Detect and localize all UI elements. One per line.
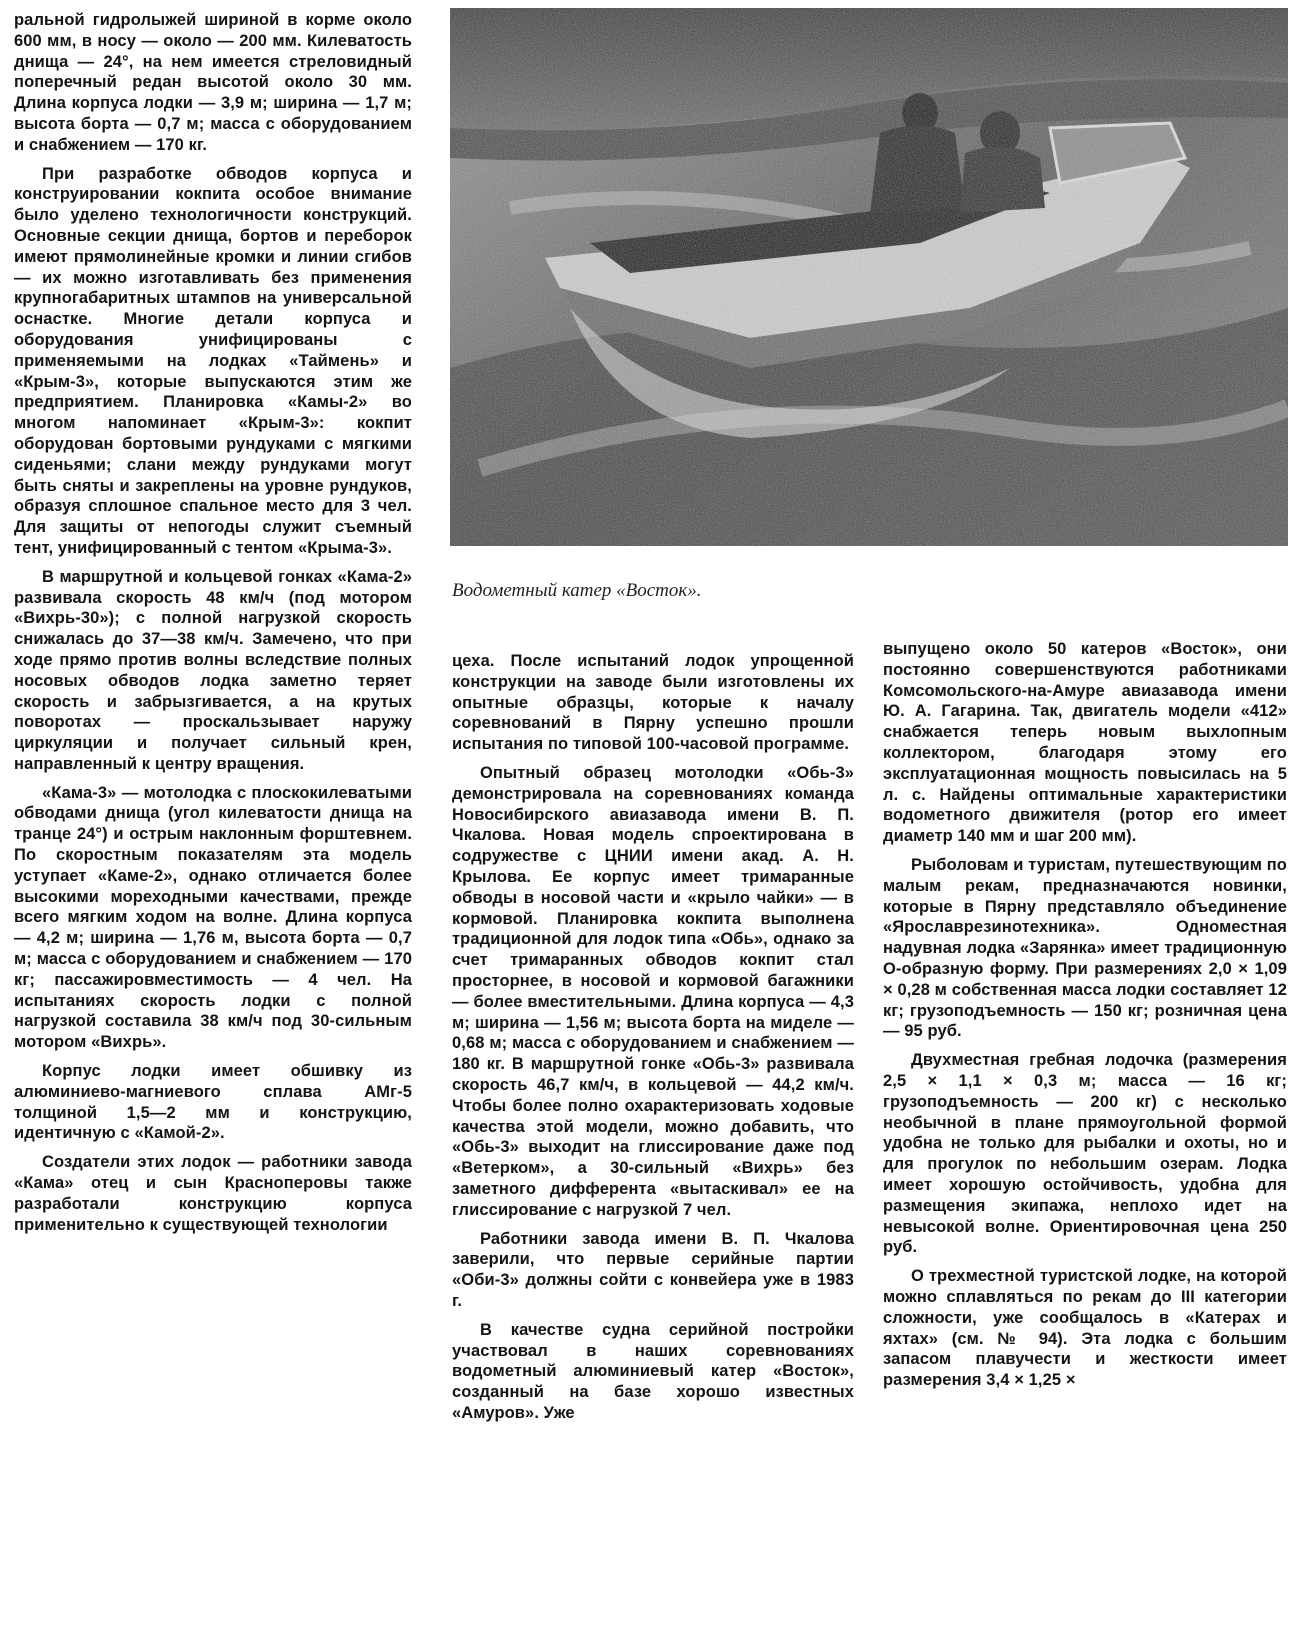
boat-photo-image (450, 8, 1288, 546)
paragraph: Создатели этих лодок — работники завода «Кама» отец и сын Красноперовы также разработали конструкцию корпуса применительно к существующей технологии (14, 1153, 412, 1234)
paragraph: О трехместной туристской лодке, на которой можно сплавляться по рекам до III категории сложности, уже сообщалось в «Катерах и яхтах» (см. № 94). Эта лодка с большим запасом плавучести и жесткости имеет размерения 3,4 × 1,25 × (883, 1267, 1287, 1390)
paragraph: В качестве судна серийной постройки участвовал в наших соревнованиях водометный алюминиевый катер «Восток», созданный на базе хорошо известных «Амуров». Уже (452, 1320, 854, 1422)
paragraph: ральной гидролыжей шириной в корме около 600 мм, в носу — около — 200 мм. Килеватость днища — 24°, на нем имеется стреловидный поперечный редан высотой около 30 мм. Длина корпуса лодки — 3,9 м; ширина — 1,7 м; высота борта — 0,7 м; масса с оборудованием и снабжением — 170 кг. (14, 11, 412, 154)
paragraph: При разработке обводов корпуса и конструировании кокпита особое внимание было уделено технологичности конструкций. Основные секции днища, бортов и переборок имеют прямолинейные кромки и линии сгибов — их можно изготавливать без применения крупногабаритных штампов на универсальной оснастке. Многие детали корпуса и оборудования унифицированы с применяемыми на лодках «Таймень» и «Крым-3», которые выпускаются этим же предприятием. Планировка «Камы-2» во многом напоминает «Крым-3»: кокпит оборудован бортовыми рундуками с мягкими сиденьями; слани между рундуками могут быть сняты и закреплены на уровне рундуков, образуя сплошное спальное место для 3 чел. Для защиты от непогоды служит съемный тент, унифицированный с тентом «Крыма-3». (14, 164, 412, 557)
article-column-3 (883, 639, 1287, 1636)
paragraph: В маршрутной и кольцевой гонках «Кама-2» развивала скорость 48 км/ч (под мотором «Вихрь-30»); с полной нагрузкой скорость снижалась до 37—38 км/ч. Замечено, что при ходе прямо против волны вследствие полных носовых обводов лодка заметно теряет скорость и забрызгивается, а на крутых поворотах — проскальзывает наружу циркуляции и получает сильный крен, направленный к центру вращения. (14, 567, 412, 773)
paragraph: Двухместная гребная лодочка (размерения 2,5 × 1,1 × 0,3 м; масса — 16 кг; грузоподъемность — 200 кг) с несколько необычной в плане прямоугольной формой удобна не только для рыбалки и охоты, но и для прогулок по небольшим озерам. Лодка имеет хорошую остойчивость, удобна для размещения экипажа, неплохо идет на невысокой волне. Ориентировочная цена 250 руб. (883, 1051, 1287, 1257)
paragraph: выпущено около 50 катеров «Восток», они постоянно совершенствуются работниками Комсомольского-на-Амуре авиазавода имени Ю. А. Гагарина. Так, двигатель модели «412» снабжается теперь новым выхлопным коллектором, благодаря этому его эксплуатационная мощность повысилась на 5 л. с. Найдены оптимальные характеристики водометного движителя (ротор его имеет диаметр 140 мм и шаг 200 мм). (883, 640, 1287, 846)
article-column-1 (14, 10, 412, 1635)
paragraph: цеха. После испытаний лодок упрощенной конструкции на заводе были изготовлены их опытные образцы, которые к началу соревнований в Пярну успешно прошли испытания по типовой 100-часовой программе. (452, 652, 854, 754)
paragraph: Рыболовам и туристам, путешествующим по малым рекам, предназначаются новинки, которые в Пярну представляло объединение «Ярославрезинотехника». Одноместная надувная лодка «Зарянка» имеет традиционную О-образную форму. При размерениях 2,0 × 1,09 × 0,28 м собственная масса лодки составляет 12 кг; грузоподъемность — 150 кг; розничная цена — 95 руб. (883, 855, 1287, 1041)
paragraph: Работники завода имени В. П. Чкалова заверили, что первые серийные партии «Оби-3» должны сойти с конвейера уже в 1983 г. (452, 1229, 854, 1310)
paragraph: «Кама-3» — мотолодка с плоскокилеватыми обводами днища (угол килеватости днища на транце 24°) и острым наклонным форштевнем. По скоростным показателям эта модель уступает «Каме-2», однако отличается более высокими мореходными качествами, прежде всего мягким ходом на волне. Длина корпуса — 4,2 м; ширина — 1,76 м, высота борта — 0,7 м; масса с оборудованием и снабжением — 170 кг; пассажировместимость — 4 чел. На испытаниях скорость лодки с полной нагрузкой составила 38 км/ч под 30-сильным мотором «Вихрь». (14, 783, 412, 1052)
article-column-2 (452, 651, 854, 1636)
photo-caption: Водометный катер «Восток». (452, 580, 702, 601)
paragraph: Корпус лодки имеет обшивку из алюминиево-магниевого сплава АМг-5 толщиной 1,5—2 мм и конструкцию, идентичную с «Камой-2». (14, 1062, 412, 1143)
boat-photo (450, 8, 1288, 546)
paragraph: Опытный образец мотолодки «Обь-3» демонстрировала на соревнованиях команда Новосибирского авиазавода имени В. П. Чкалова. Новая модель спроектирована в содружестве с ЦНИИ имени акад. А. Н. Крылова. Ее корпус имеет тримаранные обводы в носовой части и «крыло чайки» — в кормовой. Планировка кокпита выполнена традиционной для лодок типа «Обь», однако за счет тримаранных обводов кокпит стал просторнее, в носовой и кормовой багажники — более вместительными. Длина корпуса — 4,3 м; ширина — 1,56 м; высота борта на миделе — 0,68 м; масса с оборудованием и снабжением — 180 кг. В маршрутной гонке «Обь-3» развивала скорость 46,7 км/ч, в кольцевой — 44,2 км/ч. Чтобы более полно охарактеризовать ходовые качества этой модели, можно добавить, что «Обь-3» выходит на глиссирование даже под «Ветерком», а 30-сильный «Вихрь» без заметного дифферента «вытаскивал» ее на глиссирование с нагрузкой 7 чел. (452, 763, 854, 1219)
